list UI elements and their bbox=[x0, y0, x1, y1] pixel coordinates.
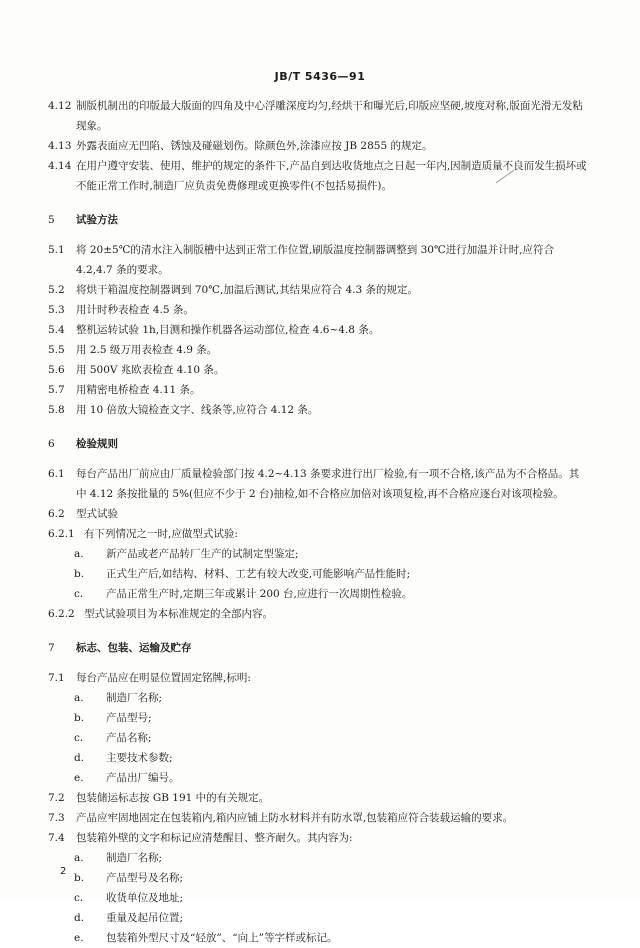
clause-6-1 bbox=[48, 464, 588, 504]
clause-text: 每台产品应在明显位置固定铭牌,标明: bbox=[76, 672, 251, 684]
clause-4-12 bbox=[48, 96, 588, 136]
clause-number: 5.1 bbox=[48, 244, 65, 256]
list-item-text: 包装箱外型尺寸及“轻放”、“向上”等字样或标记。 bbox=[106, 932, 338, 944]
clause-5-5 bbox=[48, 340, 588, 360]
clause-text: 有下列情况之一时,应做型式试验: bbox=[84, 528, 238, 540]
list-marker: a. bbox=[74, 852, 84, 864]
list-item-text: 主要技术参数; bbox=[106, 752, 173, 764]
clause-text: 用 10 倍放大镜检查文字、线条等,应符合 4.12 条。 bbox=[76, 404, 319, 416]
clause-4-13 bbox=[48, 136, 588, 156]
list-marker: c. bbox=[74, 892, 84, 904]
list-item bbox=[48, 564, 588, 584]
list-item-text: 产品正常生产时,定期三年或累计 200 台,应进行一次周期性检验。 bbox=[106, 588, 413, 600]
clause-number: 5.2 bbox=[48, 284, 65, 296]
section-6-heading bbox=[48, 434, 588, 454]
clause-number: 5.7 bbox=[48, 384, 65, 396]
list-marker: e. bbox=[74, 772, 84, 784]
clause-5-7 bbox=[48, 380, 588, 400]
clause-5-6 bbox=[48, 360, 588, 380]
list-item bbox=[48, 584, 588, 604]
list-item bbox=[48, 888, 588, 908]
clause-number: 6.2.2 bbox=[48, 608, 75, 620]
clause-number: 7.4 bbox=[48, 832, 65, 844]
clause-text: 产品应牢固地固定在包装箱内,箱内应铺上防水材料并有防水罩,包装箱应符合装载运输的要求。 bbox=[76, 812, 514, 824]
clause-number: 7.1 bbox=[48, 672, 65, 684]
section-number: 5 bbox=[48, 214, 55, 226]
clause-7-3 bbox=[48, 808, 588, 828]
list-item bbox=[48, 728, 588, 748]
clause-text: 用精密电桥检查 4.11 条。 bbox=[76, 384, 201, 396]
clause-6-2-2 bbox=[48, 604, 588, 624]
clause-4-14 bbox=[48, 156, 588, 196]
section-7-heading bbox=[48, 638, 588, 658]
clause-5-1 bbox=[48, 240, 588, 280]
list-marker: b. bbox=[74, 712, 85, 724]
clause-6-2-1 bbox=[48, 524, 588, 544]
document-body bbox=[48, 96, 588, 948]
clause-number: 6.1 bbox=[48, 468, 65, 480]
section-number: 6 bbox=[48, 438, 55, 450]
list-item-text: 产品型号及名称; bbox=[106, 872, 184, 884]
list-item-text: 制造厂名称; bbox=[106, 692, 163, 704]
clause-number: 7.2 bbox=[48, 792, 65, 804]
clause-text: 在用户遵守安装、使用、维护的规定的条件下,产品自到达收货地点之日起一年内,因制造质量不良而发生损坏或不能正常工作时,制造厂应负责免费修理或更换零件(不包括易损件)。 bbox=[76, 160, 587, 192]
list-item bbox=[48, 928, 588, 948]
clause-number: 5.4 bbox=[48, 324, 65, 336]
clause-5-4 bbox=[48, 320, 588, 340]
clause-7-4 bbox=[48, 828, 588, 848]
clause-text: 用 500V 兆欧表检查 4.10 条。 bbox=[76, 364, 225, 376]
clause-number: 5.6 bbox=[48, 364, 65, 376]
section-title: 检验规则 bbox=[76, 438, 118, 450]
section-title: 试验方法 bbox=[76, 214, 118, 226]
list-item bbox=[48, 868, 588, 888]
list-marker: c. bbox=[74, 732, 84, 744]
list-item-text: 正式生产后,如结构、材料、工艺有较大改变,可能影响产品性能时; bbox=[106, 568, 411, 580]
clause-text: 整机运转试验 1h,目测和操作机器各运动部位,检查 4.6~4.8 条。 bbox=[76, 324, 380, 336]
section-title: 标志、包装、运输及贮存 bbox=[76, 642, 192, 654]
list-marker: d. bbox=[74, 912, 85, 924]
clause-text: 包装储运标志按 GB 191 中的有关规定。 bbox=[76, 792, 270, 804]
clause-text: 包装箱外壁的文字和标记应清楚醒目、整齐耐久。其内容为: bbox=[76, 832, 353, 844]
clause-7-2 bbox=[48, 788, 588, 808]
clause-number: 7.3 bbox=[48, 812, 65, 824]
clause-text: 用计时秒表检查 4.5 条。 bbox=[76, 304, 194, 316]
clause-text: 外露表面应无凹陷、锈蚀及碰磁划伤。除颜色外,涂漆应按 JB 2855 的规定。 bbox=[76, 140, 433, 152]
clause-5-3 bbox=[48, 300, 588, 320]
list-item bbox=[48, 544, 588, 564]
clause-number: 5.5 bbox=[48, 344, 65, 356]
clause-number: 4.12 bbox=[48, 100, 72, 112]
clause-text: 将烘干箱温度控制器调到 70℃,加温后测试,其结果应符合 4.3 条的规定。 bbox=[76, 284, 418, 296]
clause-text: 每台产品出厂前应由厂质量检验部门按 4.2~4.13 条要求进行出厂检验,有一项不合格,该产品为不合格品。其中 4.12 条按批量的 5%(但应不少于 2 台)抽检,如不合格应加倍对该项复检,再不合格应逐台对该项检验。 bbox=[76, 468, 580, 500]
list-item bbox=[48, 848, 588, 868]
clause-text: 用 2.5 级万用表检查 4.9 条。 bbox=[76, 344, 218, 356]
list-marker: c. bbox=[74, 588, 84, 600]
list-item bbox=[48, 908, 588, 928]
list-marker: a. bbox=[74, 548, 84, 560]
list-item-text: 新产品或老产品转厂生产的试制定型鉴定; bbox=[106, 548, 299, 560]
list-item-text: 产品名称; bbox=[106, 732, 152, 744]
clause-text: 将 20±5℃的清水注入制版槽中达到正常工作位置,刷版温度控制器调整到 30℃进行加温并计时,应符合 4.2,4.7 条的要求。 bbox=[76, 244, 555, 276]
list-marker: b. bbox=[74, 872, 85, 884]
standard-code-header: JB/T 5436—91 bbox=[274, 70, 366, 83]
list-item-text: 重量及起吊位置; bbox=[106, 912, 184, 924]
list-item bbox=[48, 708, 588, 728]
list-marker: a. bbox=[74, 692, 84, 704]
clause-number: 5.8 bbox=[48, 404, 65, 416]
list-item-text: 制造厂名称; bbox=[106, 852, 163, 864]
clause-6-2 bbox=[48, 504, 588, 524]
clause-5-8 bbox=[48, 400, 588, 420]
clause-number: 4.13 bbox=[48, 140, 72, 152]
clause-number: 6.2 bbox=[48, 508, 65, 520]
clause-number: 6.2.1 bbox=[48, 528, 75, 540]
list-item-text: 产品型号; bbox=[106, 712, 152, 724]
clause-text: 制版机制出的印版最大版面的四角及中心浮雕深度均匀,经烘干和曝光后,印版应坚硬,坡度对称,版面光滑无发粘现象。 bbox=[76, 100, 583, 132]
section-5-heading bbox=[48, 210, 588, 230]
list-item-text: 产品出厂编号。 bbox=[106, 772, 180, 784]
list-marker: b. bbox=[74, 568, 85, 580]
list-item bbox=[48, 748, 588, 768]
list-item bbox=[48, 688, 588, 708]
clause-number: 5.3 bbox=[48, 304, 65, 316]
list-marker: d. bbox=[74, 752, 85, 764]
list-item bbox=[48, 768, 588, 788]
page-number: 2 bbox=[60, 866, 67, 877]
clause-5-2 bbox=[48, 280, 588, 300]
clause-number: 4.14 bbox=[48, 160, 72, 172]
list-marker: e. bbox=[74, 932, 84, 944]
list-item-text: 收货单位及地址; bbox=[106, 892, 184, 904]
clause-text: 型式试验项目为本标准规定的全部内容。 bbox=[84, 608, 273, 620]
section-number: 7 bbox=[48, 642, 55, 654]
clause-text: 型式试验 bbox=[76, 508, 118, 520]
clause-7-1 bbox=[48, 668, 588, 688]
